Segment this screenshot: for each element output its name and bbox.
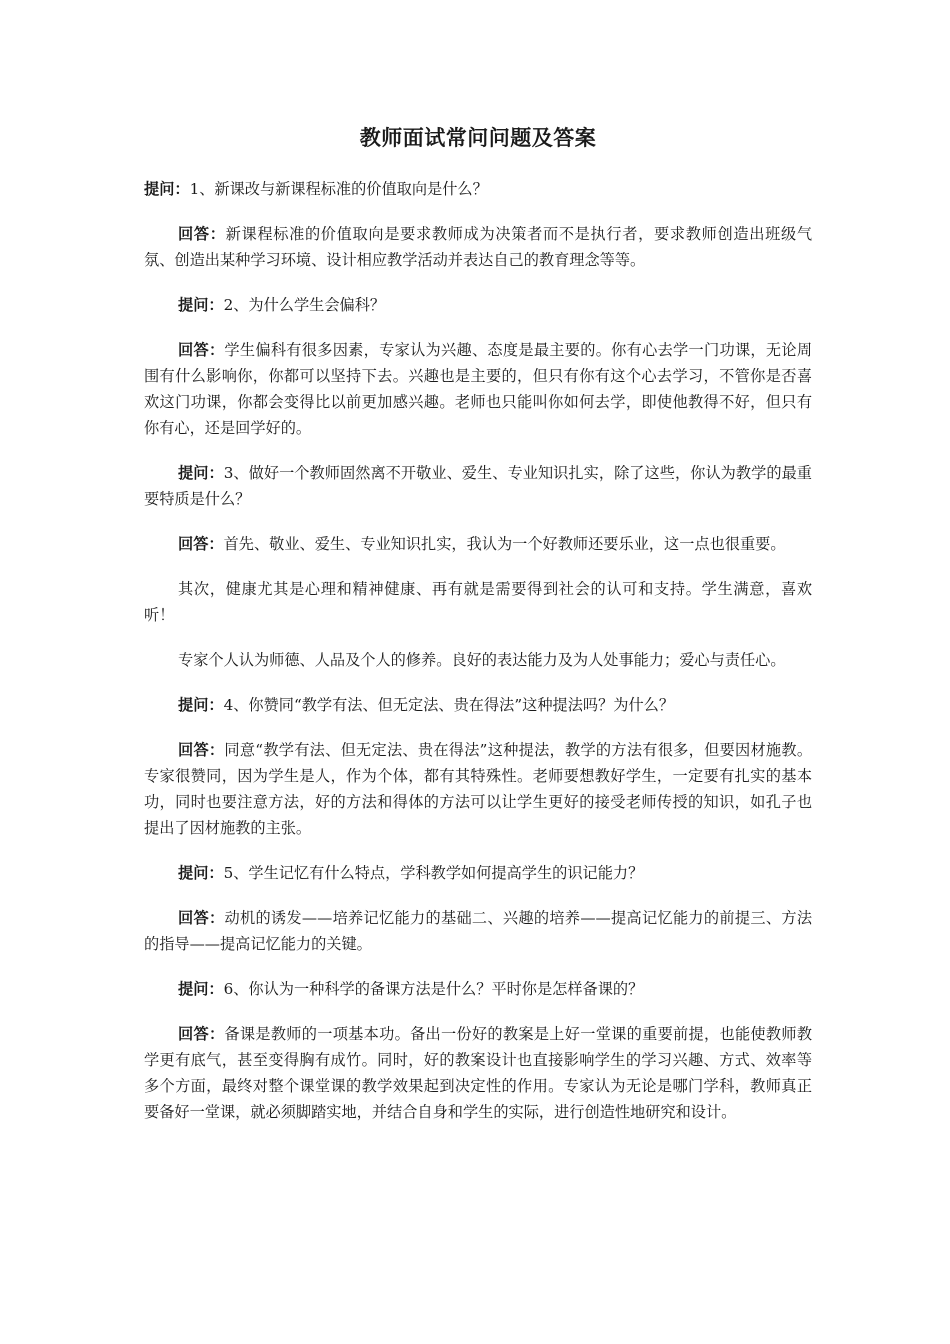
answer-text: 动机的诱发——培养记忆能力的基础二、兴趣的培养——提高记忆能力的前提三、方法的指导——提高记忆能力的关键。 — [144, 909, 813, 953]
answer-label: 回答： — [178, 909, 225, 927]
answer-label: 回答： — [178, 225, 226, 243]
question-2 — [144, 292, 812, 318]
answer-6 — [144, 1021, 812, 1125]
question-text: 5、学生记忆有什么特点，学科教学如何提高学生的识记能力？ — [223, 864, 644, 882]
answer-label: 回答： — [178, 1025, 225, 1043]
answer-3-continued: 专家个人认为师德、人品及个人的修养。良好的表达能力及为人处事能力；爱心与责任心。 — [178, 651, 786, 669]
question-label: 提问： — [178, 980, 224, 998]
question-text: 3、做好一个教师固然离不开敬业、爱生、专业知识扎实，除了这些，你认为教学的最重要特质是什么？ — [144, 464, 812, 508]
answer-text: 首先、敬业、爱生、专业知识扎实，我认为一个好教师还要乐业，这一点也很重要。 — [223, 535, 786, 553]
answer-text: 学生偏科有很多因素，专家认为兴趣、态度是最主要的。你有心去学一门功课，无论周围有什么影响你，你都可以坚持下去。兴趣也是主要的，但只有你有这个心去学习，不管你是否喜欢这门功课，你都会变得比以前更加感兴趣。老师也只能叫你如何去学，即使他教得不好，但只有你有心，还是回学好的。 — [144, 341, 813, 437]
answer-3 — [144, 531, 812, 557]
question-6 — [144, 976, 812, 1002]
answer-3-continued: 其次，健康尤其是心理和精神健康、再有就是需要得到社会的认可和支持。学生满意，喜欢听！ — [144, 580, 812, 624]
answer-text: 同意“教学有法、但无定法、贵在得法”这种提法，教学的方法有很多，但要因材施教。专家很赞同，因为学生是人，作为个体，都有其特殊性。老师要想教好学生，一定要有扎实的基本功，同时也要注意方法，好的方法和得体的方法可以让学生更好的接受老师传授的知识，如孔子也提出了因材施教的主张。 — [144, 741, 813, 837]
question-label: 提问： — [178, 296, 224, 314]
question-label: 提问： — [178, 464, 224, 482]
answer-2 — [144, 337, 812, 441]
answer-4 — [144, 737, 812, 841]
question-label: 提问： — [144, 180, 190, 198]
answer-1 — [144, 221, 812, 273]
document-title: 教师面试常问问题及答案 — [359, 125, 597, 150]
question-text: 4、你赞同“教学有法、但无定法、贵在得法”这种提法吗？为什么？ — [223, 696, 675, 714]
question-label: 提问： — [178, 864, 224, 882]
question-text: 6、你认为一种科学的备课方法是什么？平时你是怎样备课的？ — [223, 980, 644, 998]
answer-text: 备课是教师的一项基本功。备出一份好的教案是上好一堂课的重要前提，也能使教师教学更有底气，甚至变得胸有成竹。同时，好的教案设计也直接影响学生的学习兴趣、方式、效率等多个方面，最终对整个课堂课的教学效果起到决定性的作用。专家认为无论是哪门学科，教师真正要备好一堂课，就必须脚踏实地，并结合自身和学生的实际，进行创造性地研究和设计。 — [144, 1025, 813, 1121]
answer-label: 回答： — [178, 741, 225, 759]
answer-label: 回答： — [178, 535, 224, 553]
question-5 — [144, 860, 812, 886]
question-3 — [144, 460, 812, 512]
answer-text: 新课程标准的价值取向是要求教师成为决策者而不是执行者，要求教师创造出班级气氛、创造出某种学习环境、设计相应教学活动并表达自己的教育理念等等。 — [144, 225, 813, 269]
document-page — [144, 118, 812, 1144]
question-1 — [144, 176, 812, 202]
question-text: 2、为什么学生会偏科？ — [223, 296, 386, 314]
question-label: 提问： — [178, 696, 224, 714]
question-4 — [144, 692, 812, 718]
answer-label: 回答： — [178, 341, 225, 359]
question-text: 1、新课改与新课程标准的价值取向是什么？ — [189, 180, 488, 198]
answer-5 — [144, 905, 812, 957]
